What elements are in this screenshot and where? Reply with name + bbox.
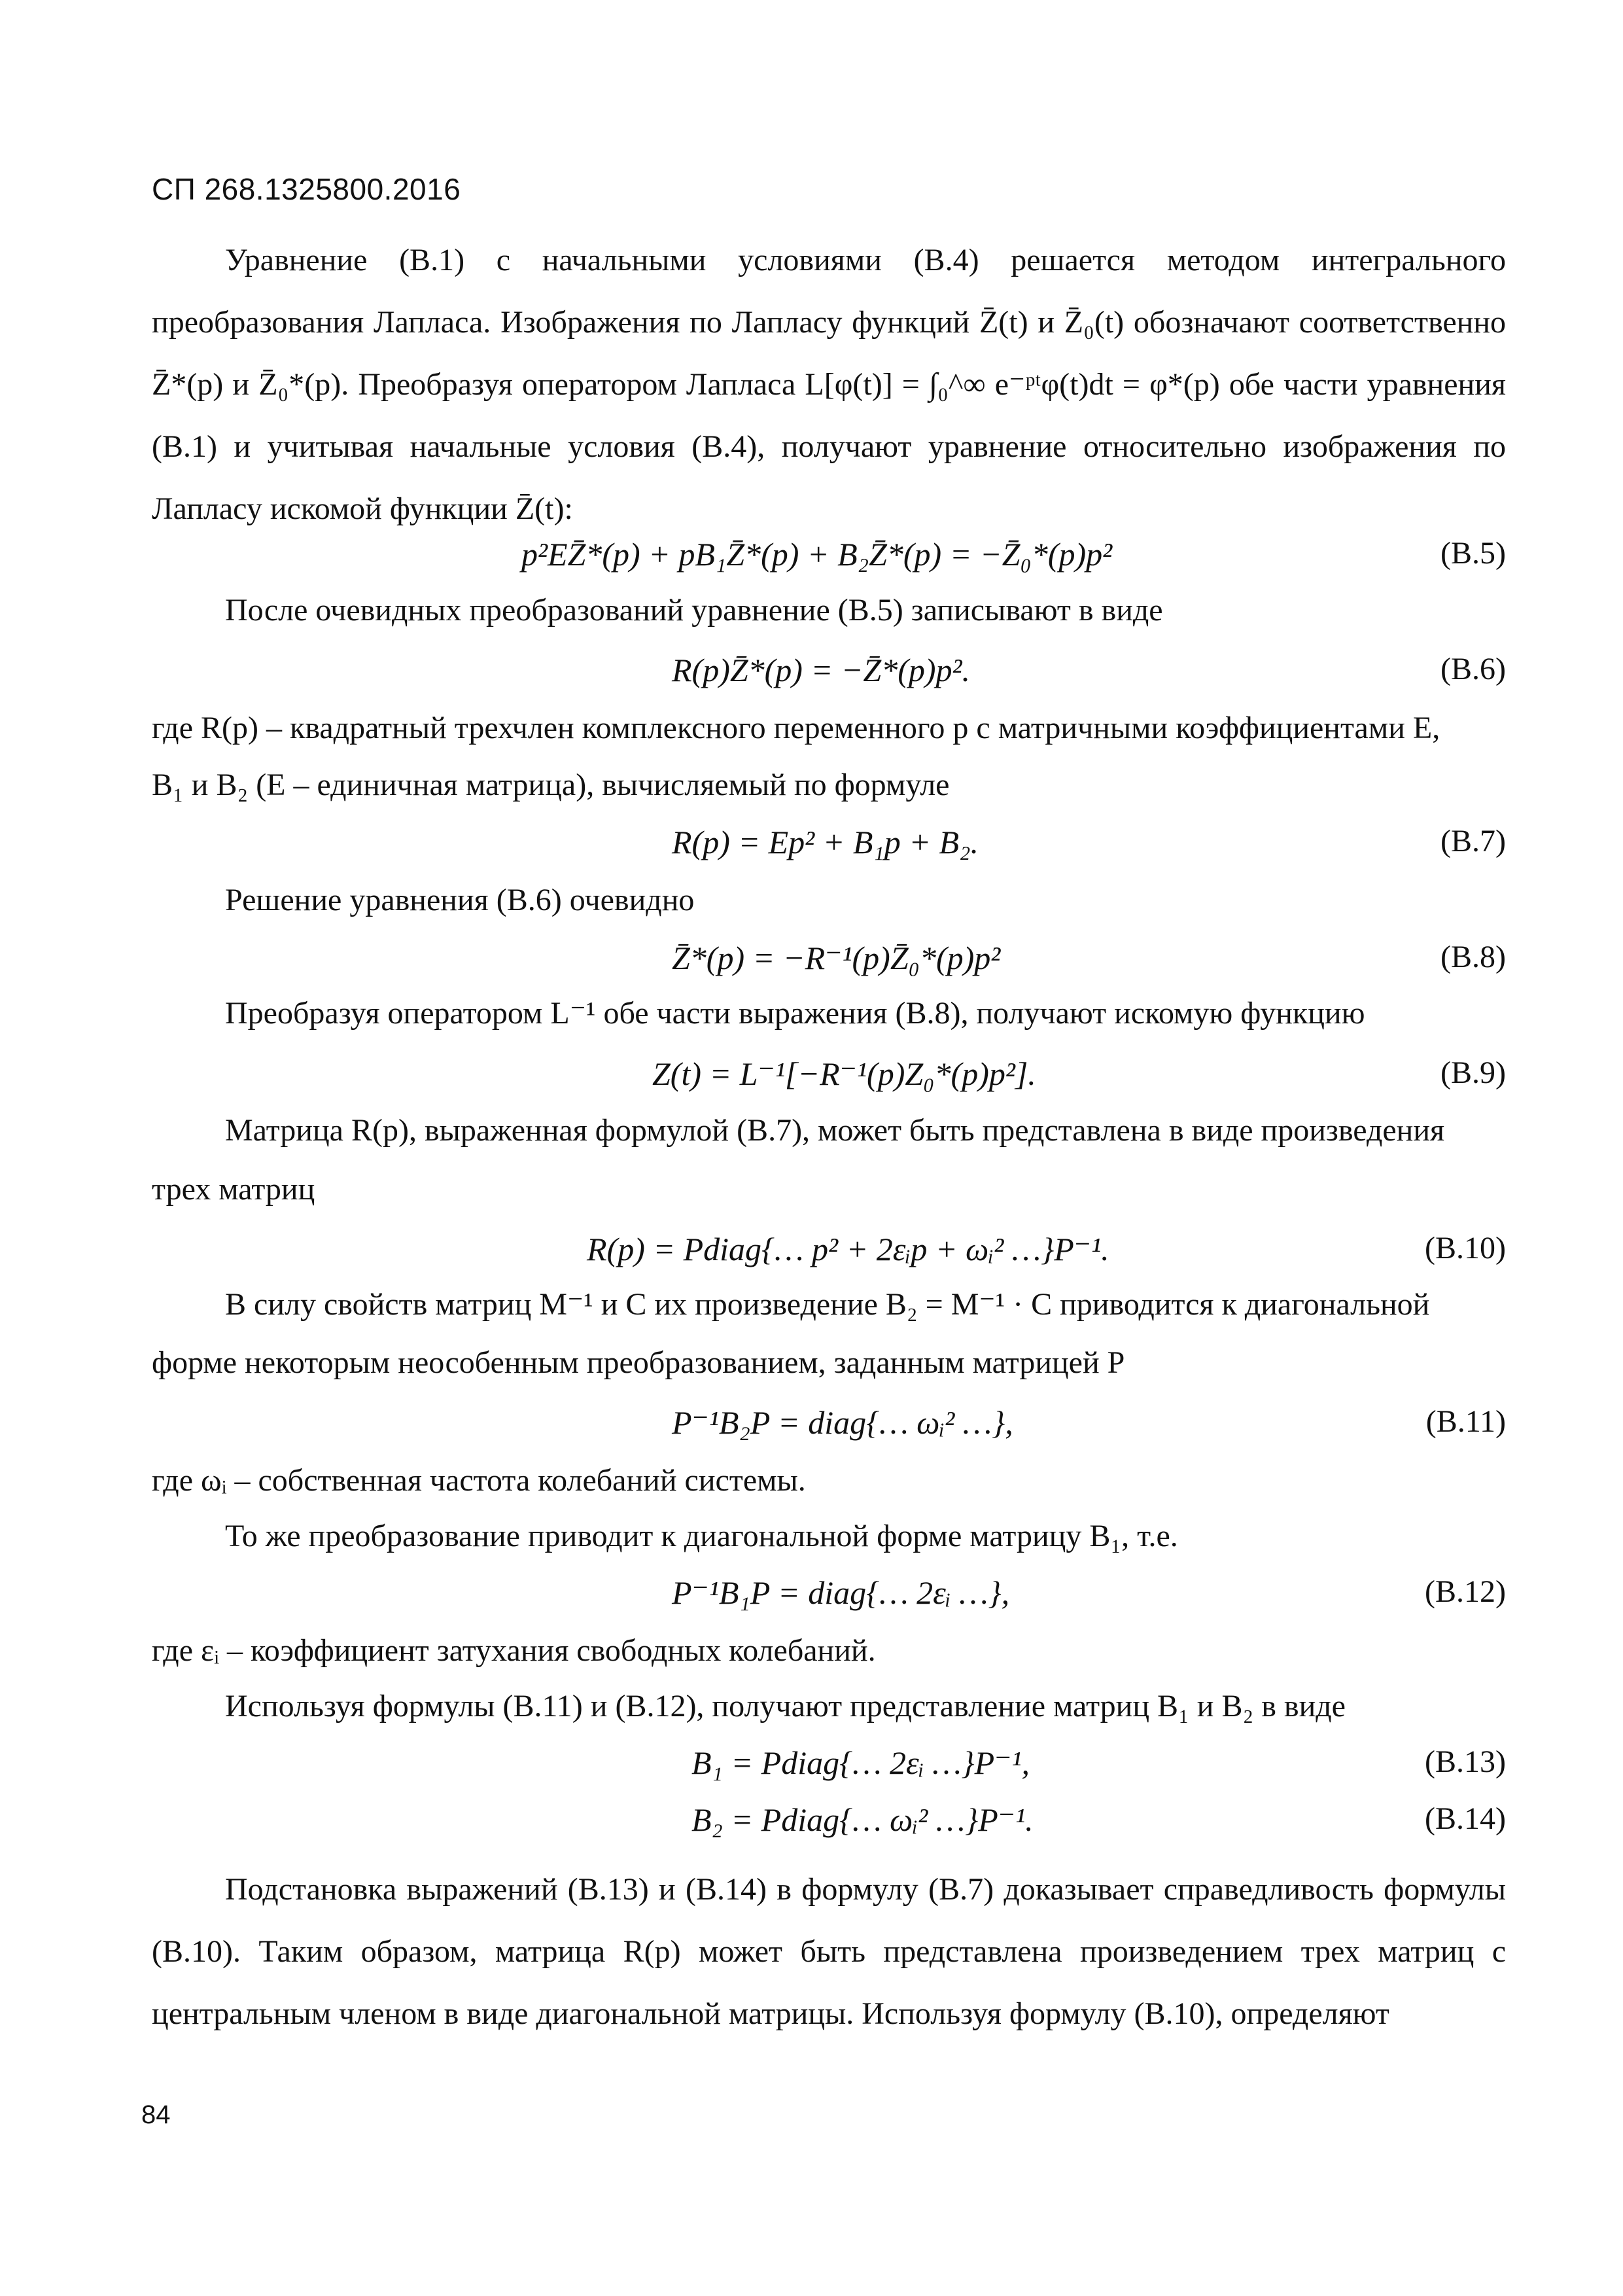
equation-b11 (152, 1404, 1506, 1462)
paragraph-where-r-line1: где R(p) – квадратный трехчлен комплексного переменного p с матричными коэффициентами E, (152, 711, 1440, 745)
document-code-header: СП 268.1325800.2016 (152, 172, 461, 206)
paragraph-substitution: Подстановка выражений (В.13) и (В.14) в формулу (В.7) доказывает справедливость формулы (В.10). Таким образом, матрица R(p) может быть представлена произведением трех матриц с центральным членом в виде диагональной матрицы. Используя формулу (В.10), определяют (152, 1872, 1506, 2031)
paragraph-matrix-r-line2: трех матриц (152, 1172, 315, 1207)
equation-b5-formula: p²EZ̄*(p) + pB₁Z̄*(p) + B₂Z̄*(p) = −Z̄₀*(p)p² (521, 536, 1113, 573)
equation-b11-number: (В.11) (1425, 1404, 1506, 1439)
equation-b7-number: (В.7) (1440, 824, 1506, 858)
paragraph-laplace-intro: Уравнение (В.1) с начальными условиями (В.4) решается методом интегрального преобразования Лапласа. Изображения по Лапласу функций Z̄(t) и Z̄₀(t) обозначают соответственно Z̄*(p) и Z̄₀*(p). Преобразуя оператором Лапласа L[φ(t)] = ∫₀^∞ e⁻ᵖᵗφ(t)dt = φ*(p) обе части уравнения (В.1) и учитывая начальные условия (В.4), получают уравнение относительно изображения по Лапласу искомой функции Z̄(t): (152, 243, 1506, 526)
equation-b10-formula: R(p) = Pdiag{… p² + 2εᵢp + ωᵢ² …}P⁻¹. (587, 1231, 1109, 1267)
equation-b13-formula: B₁ = Pdiag{… 2εᵢ …}P⁻¹, (691, 1744, 1030, 1781)
equation-b14 (152, 1801, 1506, 1860)
equation-b10-number: (В.10) (1425, 1231, 1506, 1265)
equation-b6-number: (В.6) (1440, 652, 1506, 686)
equation-b9-number: (В.9) (1440, 1055, 1506, 1090)
paragraph-using-formulas: Используя формулы (В.11) и (В.12), получают представление матриц B₁ и B₂ в виде (225, 1689, 1346, 1723)
equation-b8-number: (В.8) (1440, 940, 1506, 974)
equation-b7 (152, 823, 1506, 882)
paragraph-matrix-r-line1: Матрица R(p), выраженная формулой (В.7), может быть представлена в виде произведения (225, 1113, 1445, 1148)
equation-b11-formula: P⁻¹B₂P = diag{… ωᵢ² …}, (672, 1404, 1013, 1441)
equation-b7-formula: R(p) = Ep² + B₁p + B₂. (672, 824, 979, 860)
paragraph-after-transform: После очевидных преобразований уравнение (В.5) записывают в виде (225, 593, 1163, 627)
equation-b8 (152, 939, 1506, 998)
equation-b9 (152, 1055, 1506, 1114)
equation-b9-formula: Z(t) = L⁻¹[−R⁻¹(p)Z₀*(p)p²]. (652, 1055, 1036, 1092)
equation-b5 (152, 535, 1506, 594)
paragraph-properties-line2: форме некоторым неособенным преобразованием, заданным матрицей P (152, 1345, 1125, 1380)
equation-b6-formula: R(p)Z̄*(p) = −Z̄*(p)p². (672, 652, 971, 688)
paragraph-properties-line1: В силу свойств матриц M⁻¹ и C их произведение B₂ = M⁻¹ · C приводится к диагональной (225, 1287, 1430, 1322)
equation-b12-formula: P⁻¹B₁P = diag{… 2εᵢ …}, (672, 1574, 1010, 1611)
equation-b12-number: (В.12) (1425, 1574, 1506, 1609)
paragraph-natural-frequency: где ωᵢ – собственная частота колебаний системы. (152, 1463, 806, 1498)
paragraph-same-transform: То же преобразование приводит к диагональной форме матрицу B₁, т.е. (225, 1519, 1178, 1553)
paragraph-solution: Решение уравнения (В.6) очевидно (225, 883, 695, 917)
page-number: 84 (141, 2100, 171, 2129)
equation-b6 (152, 651, 1506, 710)
equation-b13-number: (В.13) (1425, 1744, 1506, 1779)
equation-b12 (152, 1574, 1506, 1633)
equation-b13 (152, 1744, 1506, 1803)
paragraph-where-r-line2: B₁ и B₂ (E – единичная матрица), вычисляемый по формуле (152, 768, 950, 802)
paragraph-damping: где εᵢ – коэффициент затухания свободных колебаний. (152, 1633, 876, 1668)
equation-b14-formula: B₂ = Pdiag{… ωᵢ² …}P⁻¹. (691, 1801, 1034, 1838)
equation-b8-formula: Z̄*(p) = −R⁻¹(p)Z̄₀*(p)p² (672, 940, 1001, 976)
paragraph-inverse-operator: Преобразуя оператором L⁻¹ обе части выражения (В.8), получают искомую функцию (225, 996, 1365, 1031)
equation-b10 (152, 1230, 1506, 1289)
equation-b14-number: (В.14) (1425, 1801, 1506, 1836)
equation-b5-number: (В.5) (1440, 536, 1506, 571)
